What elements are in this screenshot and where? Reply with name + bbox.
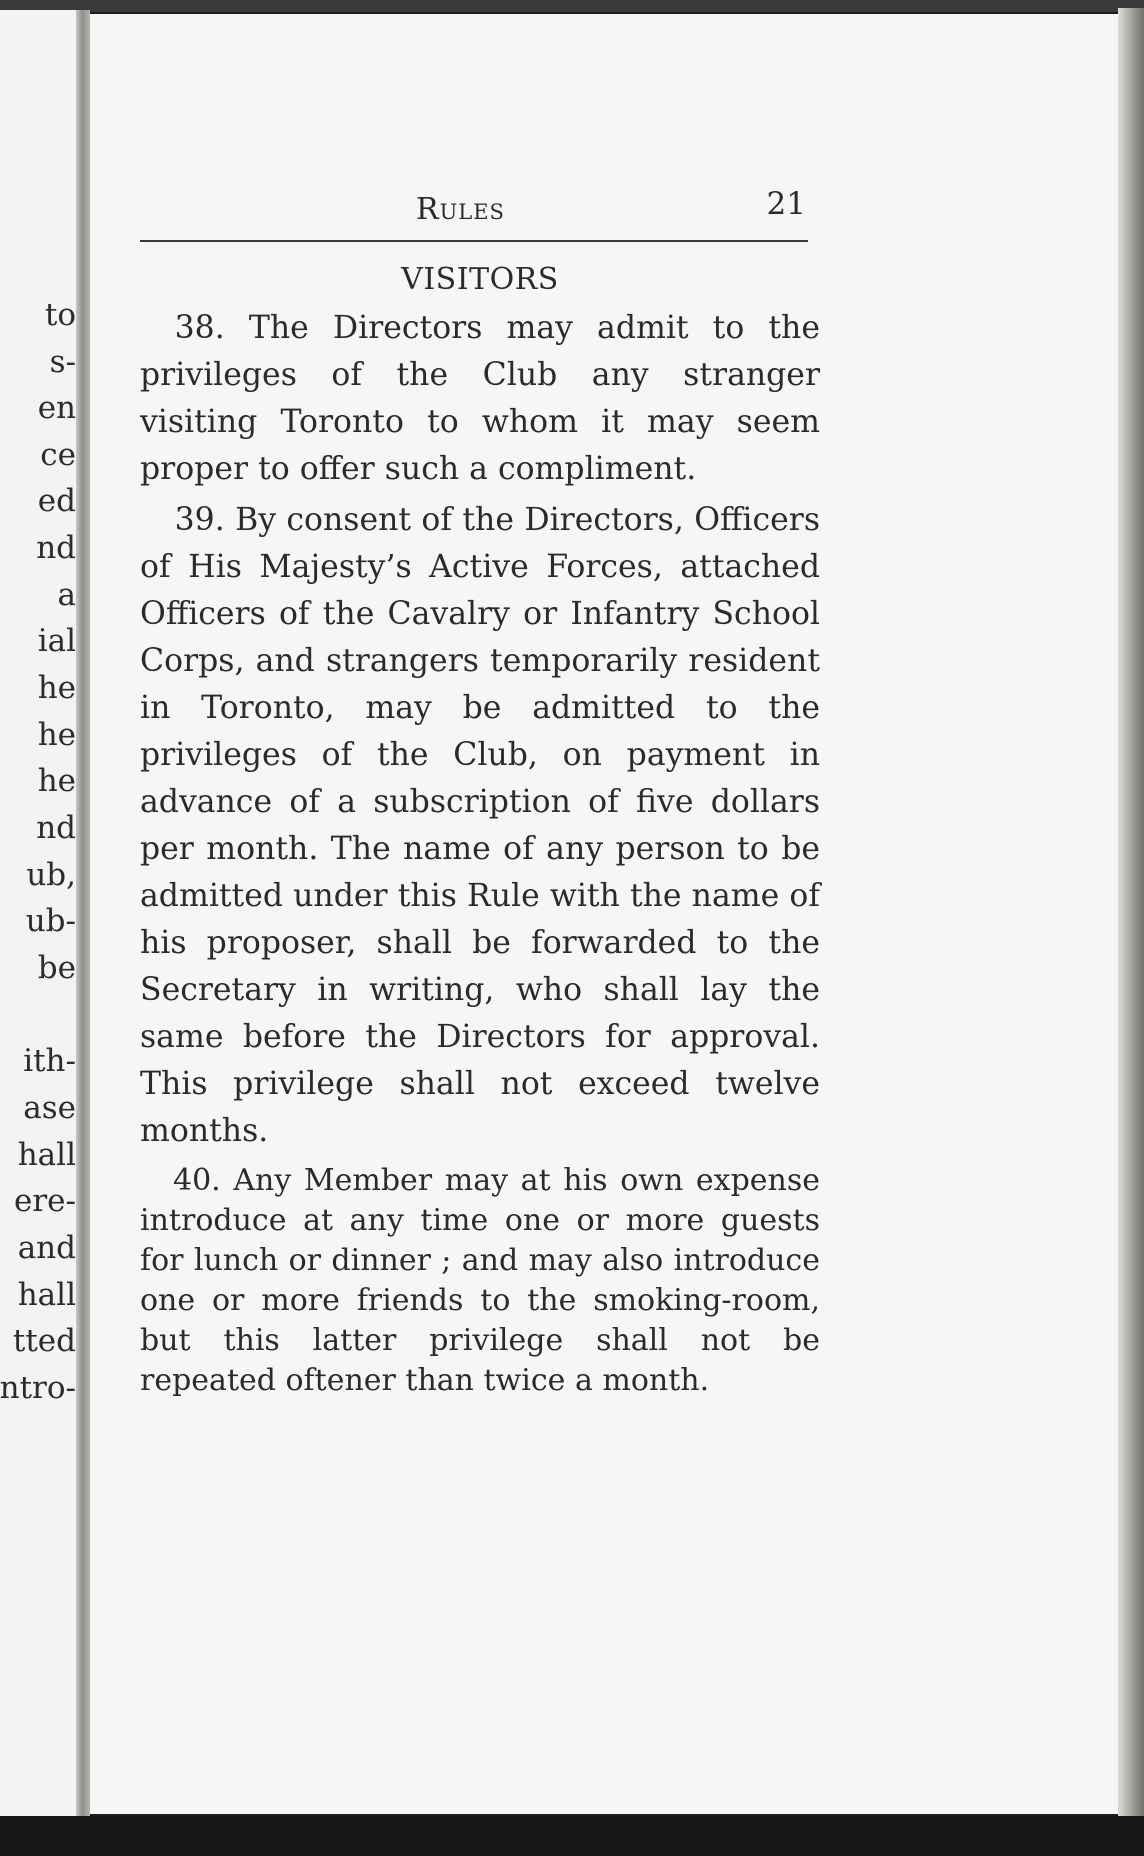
left-page-fragment: ub, <box>26 857 76 893</box>
page-number: 21 <box>766 186 806 222</box>
left-page-fragment: a <box>57 577 76 613</box>
left-page-fragment: ntro- <box>0 1370 76 1406</box>
left-page-fragment: hall <box>17 1277 76 1313</box>
rule-paragraph-38: 38. The Directors may admit to the privileges of the Club any stranger visiting Toronto to whom it may seem proper to offer such a compliment. <box>140 310 820 487</box>
left-page-fragment: he <box>37 670 76 706</box>
left-page-fragment: and <box>17 1230 76 1266</box>
left-page-fragment: nd <box>36 810 76 846</box>
left-page-fragment: to <box>44 297 76 333</box>
running-head <box>140 170 820 230</box>
left-page-fragment: ase <box>23 1090 76 1126</box>
scan-bottom-edge <box>0 1816 1144 1856</box>
running-title: Rules <box>416 192 505 227</box>
section-heading: VISITORS <box>401 262 559 297</box>
book-gutter <box>76 10 90 1820</box>
left-page-fragment: ce <box>40 437 76 473</box>
left-page-edge <box>0 10 88 1820</box>
page-text-block <box>140 170 820 1405</box>
left-page-fragment: ial <box>37 623 76 659</box>
header-rule <box>140 240 808 242</box>
left-page-fragment: ed <box>37 483 76 519</box>
left-page-fragment: s- <box>49 344 76 380</box>
rule-paragraph-40: 40. Any Member may at his own expense introduce at any time one or more guests for lunch or dinner ; and may also introduce one or more friends to the smoking-room, but this latter privilege shall not be repeated oftener than twice a month. <box>140 1163 820 1398</box>
left-page-fragment: ere- <box>14 1183 76 1219</box>
left-page-fragment: tted <box>12 1323 76 1359</box>
left-page-fragment: he <box>37 717 76 753</box>
left-page-fragment: he <box>37 763 76 799</box>
left-page-fragment: hall <box>17 1137 76 1173</box>
rule-paragraph-39: 39. By consent of the Directors, Officers of His Majesty’s Active Forces, attached Officers of the Cavalry or Infantry School Corps, and strangers temporarily resident in Toronto, may be admitted to the privileges of the Club, on payment in advance of a subscription of five dollars per month. The name of any person to be admitted under this Rule with the name of his proposer, shall be forwarded to the Secretary in writing, who shall lay the same before the Directors for approval. This privilege shall not exceed twelve months. <box>140 502 820 1149</box>
left-page-fragment: ub- <box>25 903 76 939</box>
left-page-fragment: nd <box>36 530 76 566</box>
right-page-edge <box>1118 8 1144 1820</box>
left-page-fragment: ith- <box>23 1043 76 1079</box>
left-page-fragment: be <box>37 950 76 986</box>
left-page-fragment: en <box>37 390 76 426</box>
scan-top-edge <box>0 0 1144 12</box>
